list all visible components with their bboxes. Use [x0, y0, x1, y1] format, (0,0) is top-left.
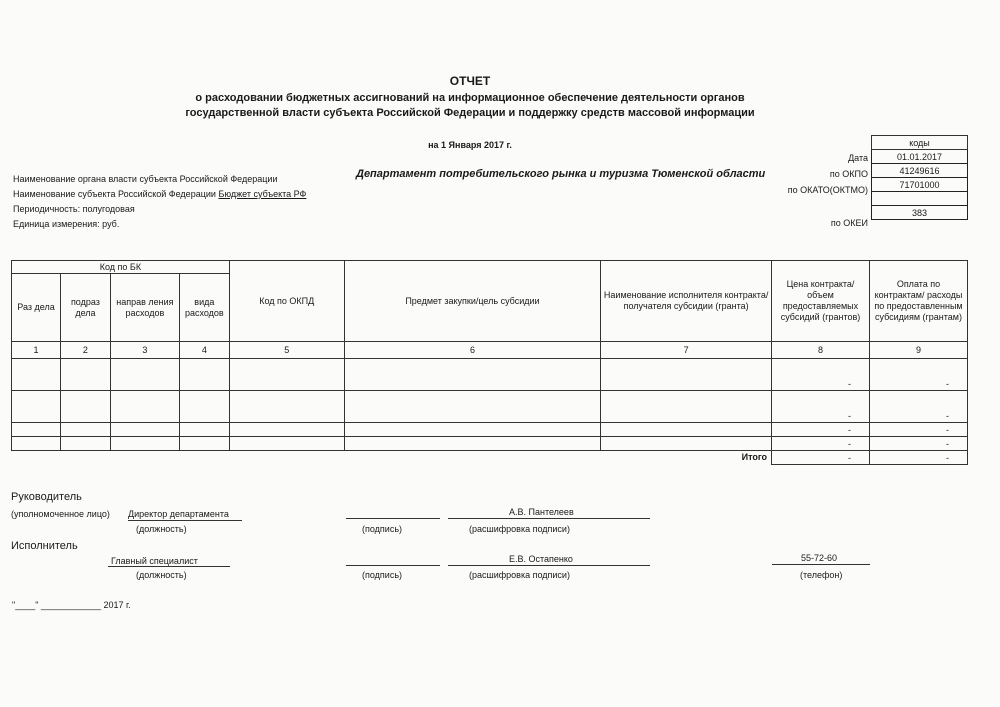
col-number: 5 — [229, 342, 344, 359]
cell — [179, 391, 229, 423]
head-signature-line — [346, 518, 440, 519]
col-number: 4 — [179, 342, 229, 359]
authority-value: Департамент потребительского рынка и туризма Тюменской области — [356, 168, 766, 180]
report-table — [11, 260, 968, 465]
cell — [229, 359, 344, 391]
cell — [179, 359, 229, 391]
cell — [229, 391, 344, 423]
report-subtitle-2: государственной власти субъекта Российской Федерации и поддержку средств массовой информации — [185, 107, 755, 119]
okpo-code: 41249616 — [872, 164, 968, 178]
codes-header: коды — [872, 136, 968, 150]
total-price: - — [772, 451, 870, 465]
position-caption: (должность) — [136, 524, 187, 534]
okato-code: 71701000 — [872, 178, 968, 192]
col-number: 2 — [60, 342, 110, 359]
price-cell: - — [772, 423, 870, 437]
subject-value: Бюджет субъекта РФ — [218, 189, 307, 199]
executor-name-line — [448, 565, 650, 566]
cell — [229, 437, 344, 451]
col-header-4: вида расходов — [179, 274, 229, 342]
okei-code: 383 — [872, 206, 968, 220]
cell — [344, 391, 601, 423]
cell — [110, 359, 179, 391]
total-label: Итого — [741, 452, 768, 463]
cell — [110, 437, 179, 451]
head-title: Руководитель — [11, 491, 82, 503]
col-header-7: Наименование исполнителя контракта/получателя субсидии (гранта) — [601, 261, 772, 342]
cell — [110, 423, 179, 437]
bk-group-header: Код по БК — [12, 261, 230, 274]
report-subtitle-1: о расходовании бюджетных ассигнований на информационное обеспечение деятельности органов — [195, 92, 745, 104]
payment-cell: - — [869, 359, 967, 391]
executor-title: Исполнитель — [11, 540, 78, 552]
cell — [12, 437, 61, 451]
total-row — [12, 451, 968, 465]
okei-label: по ОКЕИ — [830, 218, 868, 228]
cell — [12, 423, 61, 437]
cell — [179, 437, 229, 451]
cell — [344, 359, 601, 391]
report-date: на 1 Января 2017 г. — [428, 140, 512, 150]
executor-position: Главный специалист — [111, 556, 198, 566]
decode-caption: (расшифровка подписи) — [469, 524, 570, 534]
payment-cell: - — [869, 391, 967, 423]
cell — [12, 359, 61, 391]
head-position: Директор департамента — [128, 509, 229, 519]
subject-label: Наименование субъекта Российской Федерации — [13, 189, 216, 199]
unit: Единица измерения: руб. — [13, 219, 120, 229]
payment-cell: - — [869, 437, 967, 451]
head-name: А.В. Пантелеев — [509, 507, 574, 517]
date-label: Дата — [848, 153, 868, 163]
date-signature-line: "____" ____________ 2017 г. — [12, 600, 131, 610]
cell — [60, 391, 110, 423]
cell — [60, 423, 110, 437]
cell — [601, 391, 772, 423]
col-number: 8 — [772, 342, 870, 359]
cell — [601, 423, 772, 437]
phone-line — [772, 564, 870, 565]
head-position-line — [128, 520, 242, 521]
decode-caption: (расшифровка подписи) — [469, 570, 570, 580]
col-number: 6 — [344, 342, 601, 359]
okato-label: по ОКАТО(ОКТМО) — [787, 185, 868, 195]
table-row — [12, 391, 968, 423]
authority-label: Наименование органа власти субъекта Российской Федерации — [13, 174, 278, 184]
signature-caption: (подпись) — [362, 570, 403, 580]
col-header-1: Раз дела — [12, 274, 61, 342]
phone-caption: (телефон) — [800, 570, 843, 580]
cell — [60, 359, 110, 391]
col-header-2: подраз дела — [60, 274, 110, 342]
authorized-label: (уполномоченное лицо) — [11, 509, 110, 519]
table-row — [12, 359, 968, 391]
table-row — [12, 437, 968, 451]
payment-cell: - — [869, 423, 967, 437]
okpo-label: по ОКПО — [829, 169, 868, 179]
date-code: 01.01.2017 — [872, 150, 968, 164]
total-payment: - — [869, 451, 967, 465]
position-caption: (должность) — [136, 570, 187, 580]
subject-line — [13, 189, 306, 199]
price-cell: - — [772, 359, 870, 391]
phone-number: 55-72-60 — [801, 553, 838, 563]
report-title: ОТЧЕТ — [449, 74, 491, 88]
signature-caption: (подпись) — [362, 524, 403, 534]
cell — [601, 359, 772, 391]
cell — [229, 423, 344, 437]
col-header-5: Код по ОКПД — [229, 261, 344, 342]
col-number: 3 — [110, 342, 179, 359]
col-number: 9 — [869, 342, 967, 359]
executor-position-line — [108, 566, 230, 567]
col-number: 1 — [12, 342, 61, 359]
executor-signature-line — [346, 565, 440, 566]
cell — [344, 437, 601, 451]
table-row — [12, 423, 968, 437]
col-number: 7 — [601, 342, 772, 359]
cell — [344, 423, 601, 437]
head-name-line — [448, 518, 650, 519]
blank-code — [872, 192, 968, 206]
col-header-6: Предмет закупки/цель субсидии — [344, 261, 601, 342]
col-header-3: направ ления расходов — [110, 274, 179, 342]
codes-table — [871, 135, 968, 220]
cell — [179, 423, 229, 437]
cell — [601, 437, 772, 451]
col-header-9: Оплата по контрактам/ расходы по предоставленным субсидиям (грантам) — [869, 261, 967, 342]
executor-name: Е.В. Остапенко — [509, 554, 573, 564]
cell — [60, 437, 110, 451]
col-header-8: Цена контракта/объем предоставляемых субсидий (грантов) — [772, 261, 870, 342]
price-cell: - — [772, 391, 870, 423]
price-cell: - — [772, 437, 870, 451]
periodicity: Периодичность: полугодовая — [13, 204, 135, 214]
cell — [110, 391, 179, 423]
cell — [12, 391, 61, 423]
